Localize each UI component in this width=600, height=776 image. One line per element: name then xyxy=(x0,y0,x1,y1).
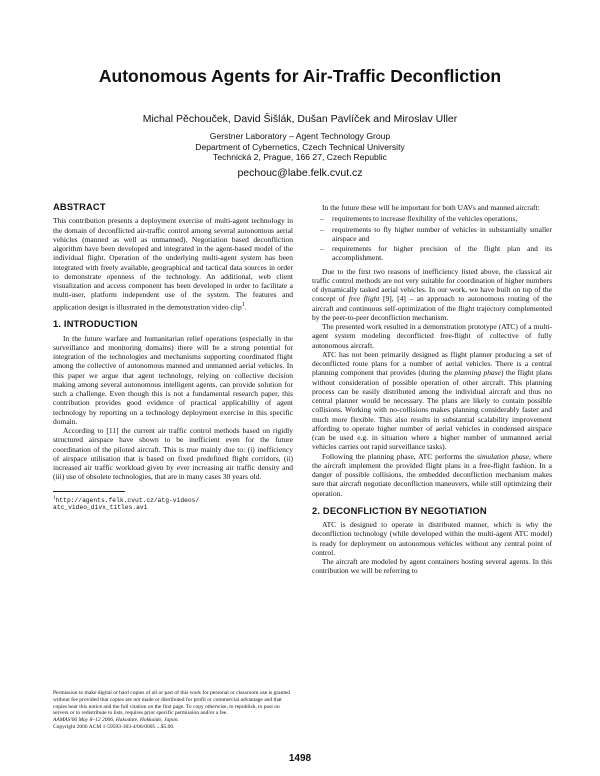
section-2-paragraph-2: The aircraft are modeled by agent containers hosting several agents. In this contribution we will be referring to xyxy=(312,557,552,576)
abstract-heading: ABSTRACT xyxy=(53,202,106,212)
footnote xyxy=(53,495,293,512)
permission-text: Permission to make digital or hard copies of all or part of this work for personal or classroom use is granted without fee provided that copies are not made or distributed for profit or commercial advantage and that copies bear this notice and the full citation on the first page. To copy otherwise, to republish, to post on servers or to redistribute to lists, requires prior specific permission and/or a fee. xyxy=(53,690,291,717)
planner-paragraph: ATC has not been primarily designed as flight planner producing a set of deconflicted route plans for a number of aerial vehicles. There is a central planning component that provides (during the planning phase) the flight plans without consideration of possible operation of other aircraft. This planning process can be easily distributed among the individual aircraft and thus no central planner would be necessary. The plans are likely to contain possible collisions. Working with no-collisions makes planning considerably faster and much more flexible. This also results in substantial scalability improvement affording to operate higher number of aerial vehicles in condensed airspace (can be used e.g. in situation where a higher number of unmanned aerial vehicles carries out rapid surveillance tasks). xyxy=(312,349,552,452)
conference-info: AAMAS'06 May 8–12 2006, Hakodate, Hokkaido, Japan. xyxy=(53,717,179,724)
affiliation-line-lab: Gerstner Laboratory – Agent Technology Group xyxy=(209,131,391,141)
list-item: – requirements for higher precision of the flight plan and its accomplishment. xyxy=(332,244,552,263)
footnote-divider xyxy=(53,491,125,492)
page-number: 1498 xyxy=(288,753,312,764)
affiliation xyxy=(0,131,600,163)
right-column xyxy=(312,203,552,576)
intro-paragraph-1: In the future warfare and humanitarian relief operations (especially in the surveillance and monitoring domains) there will be a strong potential for integration of the technologies and mechanisms supporting coordinated flight among the collective of autonomous manned and unmanned aerial vehicles. In this paper we argue that agent technology, relying on collective decision making among several autonomous intelligent agents, can provide solution for such a challenge. Even though this is not a fundamental research paper, this contribution provides good evidence of practical applicability of agent technology by reporting on a technology deployment exercise in this specific domain. xyxy=(53,333,293,426)
footnote-ref: 1 xyxy=(241,300,245,308)
copyright-line: Copyright 2006 ACM 1-59593-303-4/06/0005 ...$5.00. xyxy=(53,723,175,730)
simulation-paragraph: Following the planning phase, ATC performs the simulation phase, where the aircraft implement the provided flight plans in a free-flight fashion. In a danger of possible collisions, the embedded deconfliction mechanism makes sure that aircraft negotiate deconfliction maneuvers, while still optimizing their operation. xyxy=(312,451,552,498)
prototype-paragraph: The presented work resulted in a demonstration prototype (ATC) of a multi-agent system modeling deconflicted free-flight of collective of fully autonomous aircraft. xyxy=(312,322,552,350)
list-item: – requirements to fly higher number of vehicles in substantially smaller airspace and xyxy=(332,225,552,244)
author-email: pechouc@labe.felk.cvut.cz xyxy=(237,167,363,179)
abstract-text: This contribution presents a deployment exercise of multi-agent technology in the domain of deconflicted air-traffic control among several autonomous aerial vehicles (manned as well as unmanned). Negotiation based deconfliction algorithm have been developed and integrated in the agent-based model of the individual flight. Operation of the underlying multi-agent system has been integrated with freely available, geographical and tactical data sources in order to demonstrate openness of the technology. An additional, web client visualization and access component has been developed in order to facilitate a multi-user, platform independent use of the system. The features and application design is illustrated in the demonstration video clip$^1$. xyxy=(53,216,293,311)
affiliation-line-dept: Department of Cybernetics, Czech Technical University xyxy=(195,141,405,152)
right-intro-paragraph: In the future these will be important for both UAVs and manned aircraft: xyxy=(322,203,540,212)
section-2-paragraph-1: ATC is designed to operate in distributed manner, which is why the deconfliction technology (while developed within the multi-agent ATC model) is ready for deployment on autonomous vehicles without any central point of control. xyxy=(312,520,552,557)
left-column xyxy=(53,203,293,512)
intro-heading: 1. INTRODUCTION xyxy=(53,319,138,330)
footnote-line-1: $^1$http://agents.felk.cvut.cz/atg-videos/ xyxy=(53,494,200,504)
paper-title: Autonomous Agents for Air-Traffic Deconfliction xyxy=(98,66,502,86)
requirements-list xyxy=(312,214,552,262)
section-2-heading: 2. DECONFLICTION BY NEGOTIATION xyxy=(312,505,487,516)
affiliation-line-address: Technická 2, Prague, 166 27, Czech Republic xyxy=(213,152,387,163)
author-list: Michal Pěchouček, David Šišlák, Dušan Pavlíček and Miroslav Uller xyxy=(142,113,458,125)
intro-paragraph-2: According to [11] the current air traffic control methods based on rigidly structured airspace have shown to be inefficient even for the future coordination of the piloted aircraft. This is true mainly due to: (i) inefficiency of airspace utilisation that is based on fixed predefined flight corridors, (ii) increased air traffic workload given by ever increasing air traffic density and (iii) use of obsolete technologies, that are in many cases 30 years old. xyxy=(53,426,293,482)
permission-notice xyxy=(53,690,293,731)
footnote-line-2: atc_video_divx_titles.avi xyxy=(53,504,148,512)
free-flight-paragraph: Due to the first two reasons of inefficiency listed above, the classical air traffic control methods are not very suitable for coordination of higher numbers of dynamically tasked aerial vehicles. In our work, we have built on top of the concept of free flight [9], [4] – an approach to autonomous routing of the aircraft and continuous self-optimization of the flight trajectory complemented by the peer-to-peer deconfliction mechanism. xyxy=(312,266,553,322)
list-item: – requirements to increase flexibility of the vehicles operations, xyxy=(332,214,552,223)
